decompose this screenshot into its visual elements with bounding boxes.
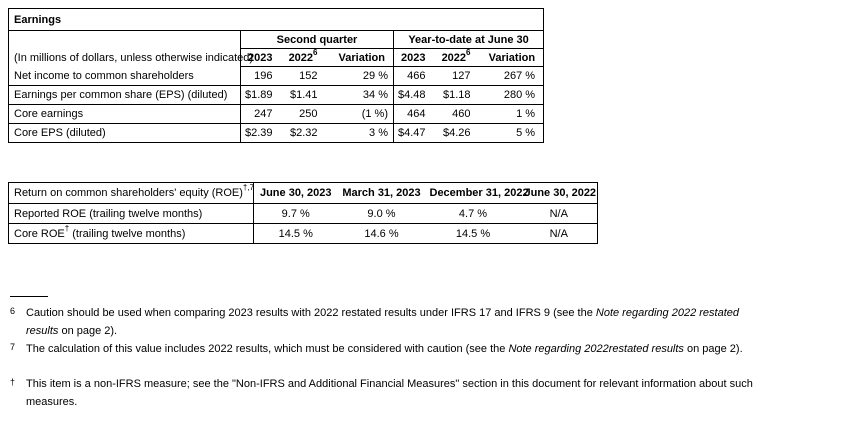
roe-row-label [9,204,254,224]
value-cell: $1.18 [434,86,479,105]
footnote-text [26,340,818,358]
value-cell: 247 [241,105,281,124]
value-cell: 280 % [479,86,544,105]
footnote-marker: 7 [10,342,16,352]
footnote-text [26,304,818,340]
table-row [9,31,544,49]
roe-table-title [9,183,254,204]
earnings-row-label: Earnings per common share (EPS) (diluted) [9,86,241,105]
earnings-table [8,8,544,143]
roe-label-text: (trailing twelve months) [86,207,203,220]
col-header-variation: Variation [326,49,394,67]
footnote-marker: † [10,377,16,387]
value-cell: 196 [241,67,281,86]
value-cell: 14.5 % [426,224,521,244]
footnote-text-segment: on page 2). [683,343,743,355]
value-cell: 14.6 % [338,224,426,244]
table-row [9,204,598,224]
value-cell: 34 % [326,86,394,105]
value-cell: 29 % [326,67,394,86]
footnote-ref-6: 6 [313,47,318,57]
value-cell: N/A [521,224,598,244]
table-row [9,105,544,124]
footnote-separator [10,296,48,297]
col-header-2022-label: 2022 [441,51,467,64]
roe-label-text: (trailing twelve months) [69,227,186,240]
value-cell: 267 % [479,67,544,86]
table-row [9,183,598,204]
value-cell: 460 [434,105,479,124]
earnings-row-label: Core EPS (diluted) [9,124,241,143]
group-header-second-quarter: Second quarter [241,31,394,49]
footnotes-section [8,290,818,411]
value-cell: 250 [281,105,326,124]
footnote-text-segment: measures. [26,396,78,408]
value-cell: 152 [281,67,326,86]
roe-title-label: Return on common shareholders' equity (ROE) [14,187,243,199]
footnote-italic-segment: Note regarding 2022restated results [508,343,684,355]
value-cell: 464 [394,105,434,124]
col-header-date: December 31, 2022 [426,183,521,204]
footnote-text-segment: This item is a non-IFRS measure; see the "Non-IFRS and Additional Financial Measures" section in this document for relevant information about such [26,378,753,390]
roe-table [8,182,598,244]
col-header-date: June 30, 2023 [254,183,338,204]
earnings-row-label: Net income to common shareholders [9,67,241,86]
value-cell: $1.89 [241,86,281,105]
footnote-text-segment: on page 2). [58,325,118,337]
value-cell: 466 [394,67,434,86]
table-row [9,67,544,86]
roe-label-text: Core ROE [14,227,65,240]
table-row [9,124,544,143]
footnote-italic-segment: Note regarding 2022 restated [595,307,739,319]
footnote-ref-6: 6 [466,47,471,57]
unit-note: (In millions of dollars, unless otherwise indicated) [9,31,241,67]
group-header-year-to-date: Year-to-date at June 30 [394,31,544,49]
table-row [9,86,544,105]
value-cell: 5 % [479,124,544,143]
value-cell: (1 %) [326,105,394,124]
value-cell: $1.41 [281,86,326,105]
value-cell: $2.39 [241,124,281,143]
table-row [9,9,544,31]
col-header-date: June 30, 2022 [521,183,598,204]
footnote-marker: 6 [10,306,16,316]
col-header-variation: Variation [479,49,544,67]
footnote-dagger [8,375,818,411]
col-header-2022 [434,49,479,67]
footnote-ref-dagger: † [64,223,70,233]
value-cell: $2.32 [281,124,326,143]
value-cell: N/A [521,204,598,224]
value-cell: 1 % [479,105,544,124]
value-cell: 9.0 % [338,204,426,224]
earnings-table-title: Earnings [9,9,544,31]
table-row [9,224,598,244]
footnote-italic-segment: results [26,325,59,337]
footnote-text [26,375,818,411]
col-header-2023: 2023 [394,49,434,67]
value-cell: 4.7 % [426,204,521,224]
col-header-2022-label: 2022 [288,51,314,64]
footnote-7 [8,340,818,358]
footnote-ref-dagger-7: †,7 [242,183,255,193]
footnote-text-segment: Caution should be used when comparing 2023 results with 2022 restated results under IFRS 17 and IFRS 9 (see the [26,307,596,319]
earnings-row-label: Core earnings [9,105,241,124]
footnote-6 [8,304,818,340]
value-cell: $4.47 [394,124,434,143]
footnote-text-segment: The calculation of this value includes 2022 results, which must be considered with caution (see the [26,343,509,355]
col-header-date: March 31, 2023 [338,183,426,204]
value-cell: $4.26 [434,124,479,143]
value-cell: 14.5 % [254,224,338,244]
col-header-2023: 2023 [241,49,281,67]
value-cell: 9.7 % [254,204,338,224]
col-header-2022 [281,49,326,67]
roe-row-label [9,224,254,244]
value-cell: 3 % [326,124,394,143]
value-cell: 127 [434,67,479,86]
roe-label-text: Reported ROE [14,207,87,220]
value-cell: $4.48 [394,86,434,105]
